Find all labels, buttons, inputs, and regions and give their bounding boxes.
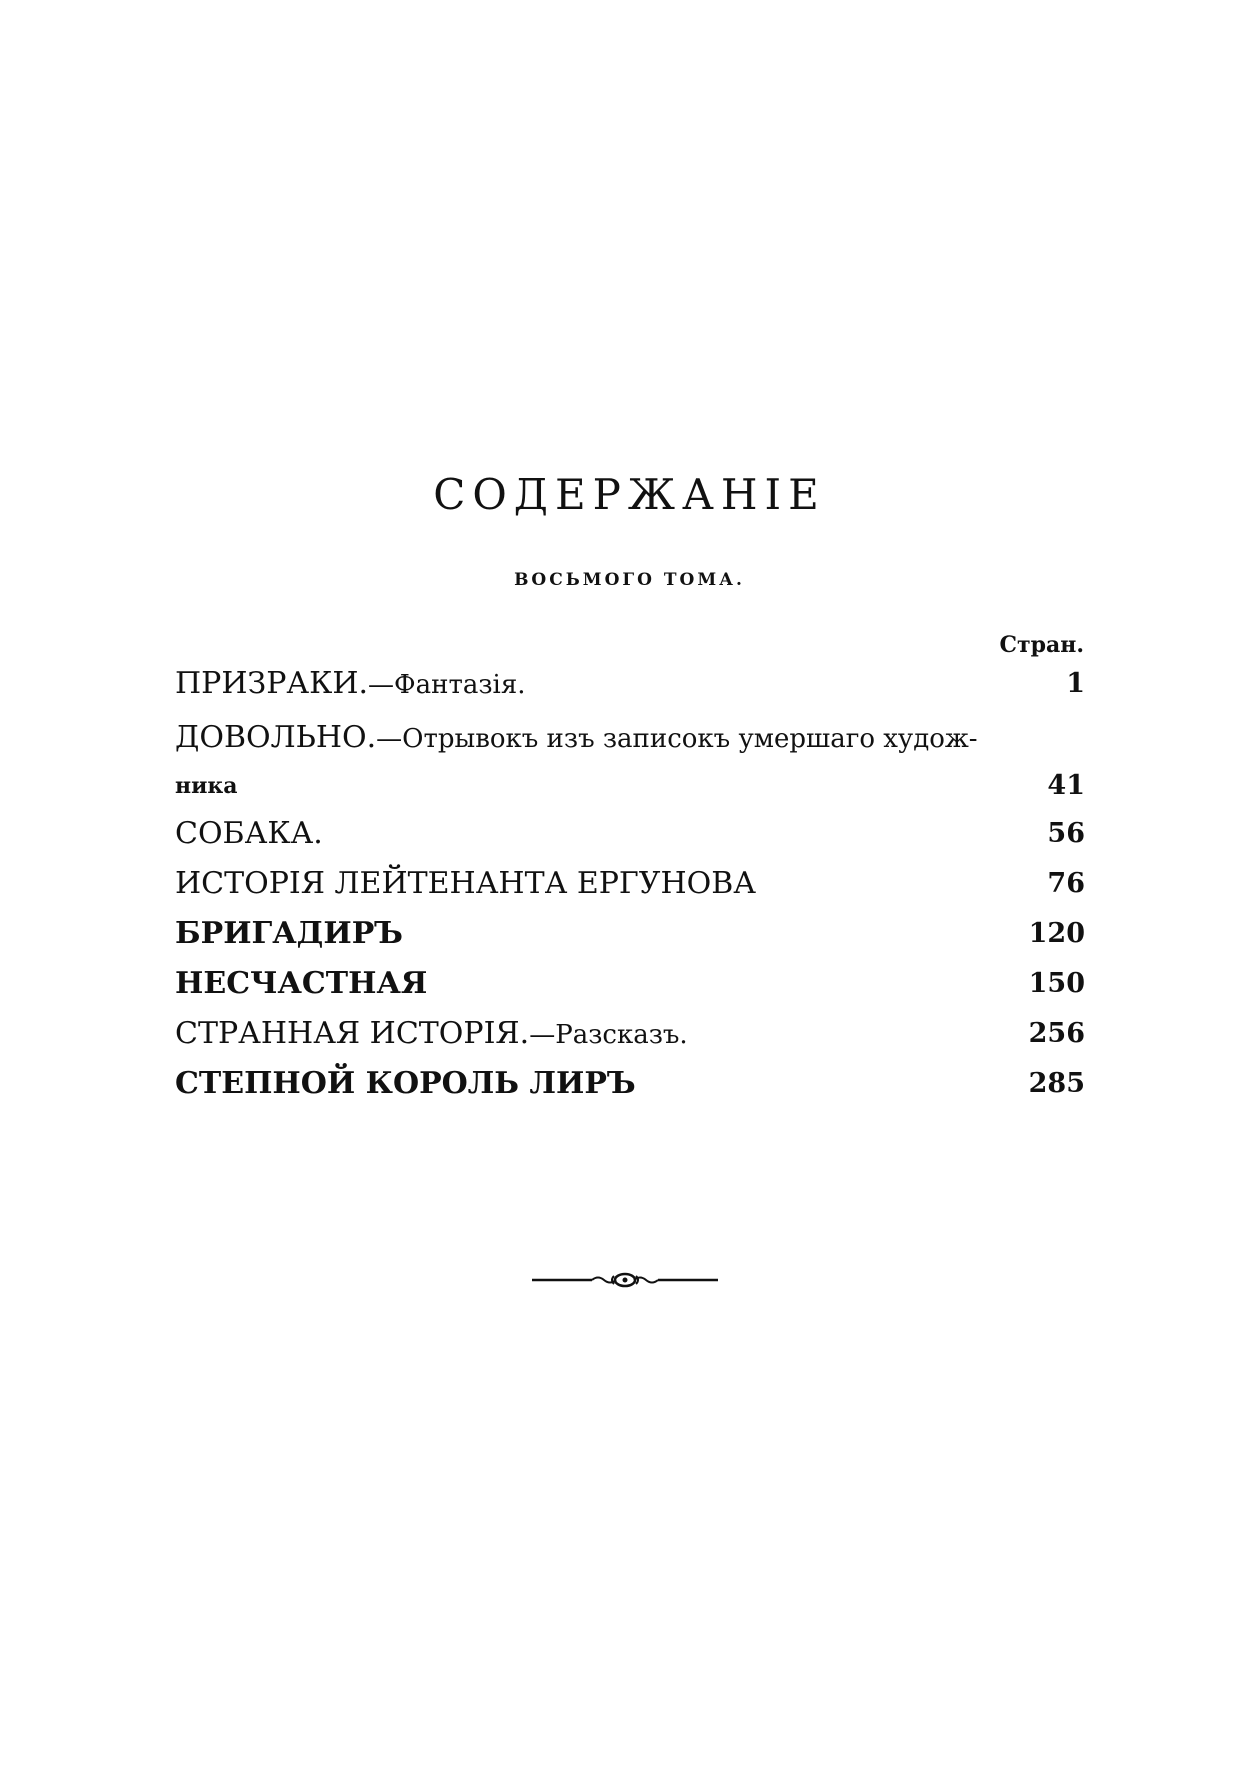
toc-entry — [175, 964, 1085, 1014]
toc-entry — [175, 914, 1085, 964]
toc-entry-title: НЕСЧАСТНАЯ — [175, 966, 428, 1001]
toc-entry-title: СТРАННАЯ ИСТОРІЯ.—Разсказъ. — [175, 1016, 688, 1051]
ornament-divider — [530, 1272, 720, 1288]
toc-entry-title: ДОВОЛЬНО.—Отрывокъ изъ записокъ умершаго худож- — [175, 720, 978, 755]
toc-entry — [175, 864, 1085, 914]
page-column-header: Стран. — [999, 632, 1084, 658]
page-subtitle: ВОСЬМОГО ТОМА. — [514, 570, 745, 590]
toc-entry-title: ПРИЗРАКИ.—Фантазія. — [175, 666, 526, 701]
toc-entry — [175, 1014, 1085, 1064]
toc-entry-page: 150 — [1028, 968, 1085, 999]
toc-entry-page: 56 — [1047, 818, 1085, 849]
table-of-contents — [175, 664, 1085, 1114]
toc-entry-page: 76 — [1047, 868, 1085, 899]
toc-entry — [175, 718, 1085, 814]
toc-entry-page: 120 — [1028, 918, 1085, 949]
toc-entry-page: 41 — [1047, 770, 1085, 801]
toc-entry-title: СОБАКА. — [175, 816, 323, 851]
toc-entry-title: СТЕПНОЙ КОРОЛЬ ЛИРЪ — [175, 1066, 636, 1101]
toc-entry — [175, 814, 1085, 864]
page-title: СОДЕРЖАНІЕ — [433, 470, 826, 519]
toc-entry-title: ИСТОРІЯ ЛЕЙТЕНАНТА ЕРГУНОВА — [175, 866, 756, 901]
toc-entry-page: 285 — [1028, 1068, 1085, 1099]
toc-entry-continuation: ника — [175, 773, 238, 799]
toc-entry — [175, 664, 1085, 718]
toc-entry — [175, 1064, 1085, 1114]
toc-entry-page: 256 — [1028, 1018, 1085, 1049]
toc-entry-page: 1 — [1066, 668, 1085, 699]
toc-entry-title: БРИГАДИРЪ — [175, 916, 403, 951]
